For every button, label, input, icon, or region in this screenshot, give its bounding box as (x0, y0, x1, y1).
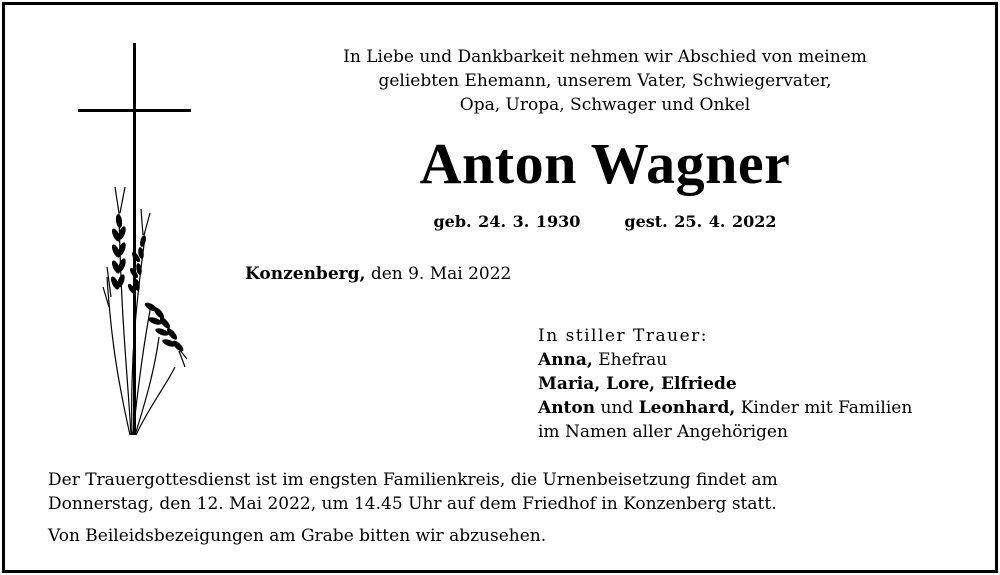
mourner-line (538, 372, 912, 396)
cross-icon (75, 37, 195, 442)
intro-line: In Liebe und Dankbarkeit nehmen wir Abschied von meinem (343, 47, 867, 67)
mourner-line (538, 348, 912, 372)
birth-date: geb. 24. 3. 1930 (433, 212, 581, 231)
condolence-note: Von Beileidsbezeigungen am Grabe bitten wir abzusehen. (48, 526, 547, 546)
notice-date: den 9. Mai 2022 (370, 264, 512, 284)
death-date: gest. 25. 4. 2022 (624, 212, 777, 231)
mourner-name: Maria, Lore, Elfriede (538, 374, 737, 394)
mourner-relation: Ehefrau (598, 350, 668, 370)
wheat-icon (103, 187, 187, 435)
service-line: Donnerstag, den 12. Mai 2022, um 14.45 Uhr auf dem Friedhof in Konzenberg statt. (48, 494, 777, 514)
mourner-name: Anton (538, 398, 596, 418)
obituary-notice (2, 2, 998, 573)
life-dates (245, 212, 965, 231)
intro-text (245, 45, 965, 117)
deceased-name: Anton Wagner (419, 131, 791, 196)
intro-line: Opa, Uropa, Schwager und Onkel (459, 95, 751, 115)
mourners-heading: In stiller Trauer: (538, 326, 708, 346)
mourner-name: Anna, (538, 350, 593, 370)
mourner-relation: Kinder mit Familien (740, 398, 913, 418)
service-line: Der Trauergottesdienst ist im engsten Familienkreis, die Urnenbeisetzung findet am (48, 470, 778, 490)
mourners-block (538, 324, 912, 444)
mourner-conjunction: und (600, 398, 634, 418)
mourner-line (538, 396, 912, 420)
place-date-line (245, 264, 511, 284)
intro-line: geliebten Ehemann, unserem Vater, Schwiegervater, (378, 71, 832, 91)
mourner-name: Leonhard, (638, 398, 736, 418)
place-name: Konzenberg, (245, 264, 366, 284)
mourner-line: im Namen aller Angehörigen (538, 422, 788, 442)
service-notice (48, 468, 968, 516)
